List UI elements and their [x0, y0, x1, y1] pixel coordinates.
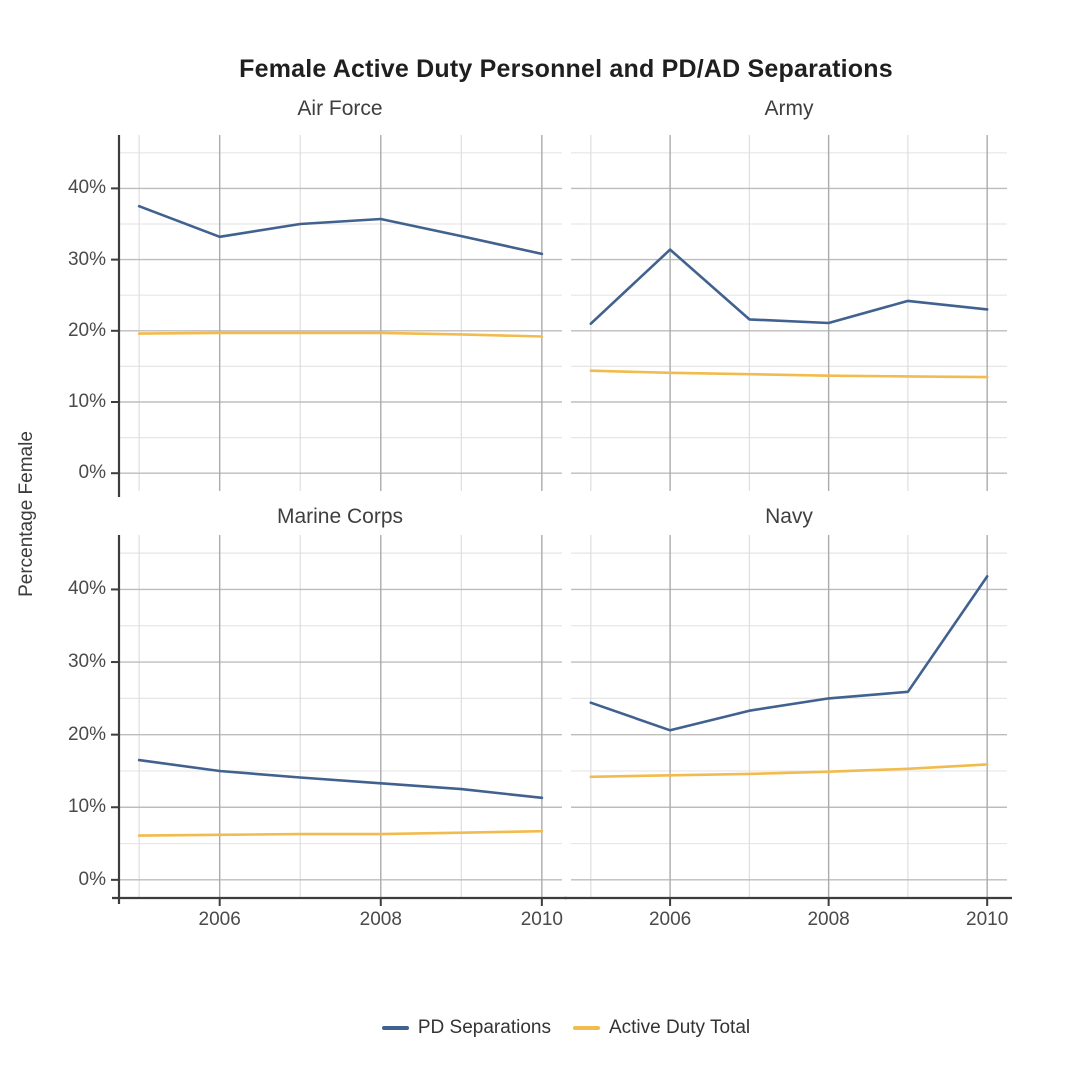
y-axis-tick-label: 40%: [67, 578, 106, 600]
panel-marine-corps: [119, 535, 562, 898]
active-duty-total-line-army: [591, 371, 987, 377]
y-axis-tick-label: 0%: [78, 462, 106, 484]
y-axis-tick-label: 30%: [67, 248, 106, 270]
pd-separations-line-army: [591, 250, 987, 324]
pd-separations-line-air-force: [139, 206, 542, 254]
x-axis-tick-label: 2008: [359, 909, 402, 930]
pd-separations-line-marine-corps: [139, 760, 542, 798]
x-axis-tick-label: 2010: [520, 909, 563, 930]
y-axis-tick-label: 0%: [78, 868, 106, 890]
panel-army: [571, 135, 1007, 491]
y-axis-label: Percentage Female: [16, 431, 37, 597]
x-axis-tick-label: 2010: [966, 909, 1009, 930]
legend: [66, 1017, 1066, 1039]
y-axis-tick-label: 20%: [67, 319, 106, 341]
legend-item-pd-separations: [382, 1017, 551, 1039]
legend-label-active-duty-total: Active Duty Total: [608, 1017, 751, 1038]
y-axis-tick-label: 20%: [67, 723, 106, 745]
facet-title-army: Army: [764, 97, 814, 120]
legend-label-pd-separations: PD Separations: [417, 1017, 551, 1038]
x-axis-tick-label: 2006: [198, 909, 241, 930]
facet-title-air-force: Air Force: [297, 97, 383, 120]
active-duty-total-line-marine-corps: [139, 831, 542, 835]
y-axis-tick-label: 10%: [67, 796, 106, 818]
facet-title-marine-corps: Marine Corps: [276, 505, 404, 528]
y-axis-tick-label: 30%: [67, 651, 106, 673]
x-axis-tick-label: 2008: [807, 909, 850, 930]
pd-separations-line-navy: [591, 576, 987, 730]
panel-navy: [571, 535, 1007, 898]
panel-air-force: [119, 135, 562, 491]
active-duty-total-line-air-force: [139, 333, 542, 337]
y-axis-tick-label: 40%: [67, 177, 106, 199]
active-duty-total-line-swatch-icon: [573, 1026, 600, 1030]
pd-separations-line-swatch-icon: [382, 1026, 409, 1030]
x-axis-tick-label: 2006: [648, 909, 692, 930]
y-axis-tick-label: 10%: [67, 391, 106, 412]
chart-title: Female Active Duty Personnel and PD/AD Separations: [239, 55, 893, 83]
legend-item-active-duty-total: [573, 1017, 750, 1039]
facet-title-navy: Navy: [765, 505, 813, 528]
